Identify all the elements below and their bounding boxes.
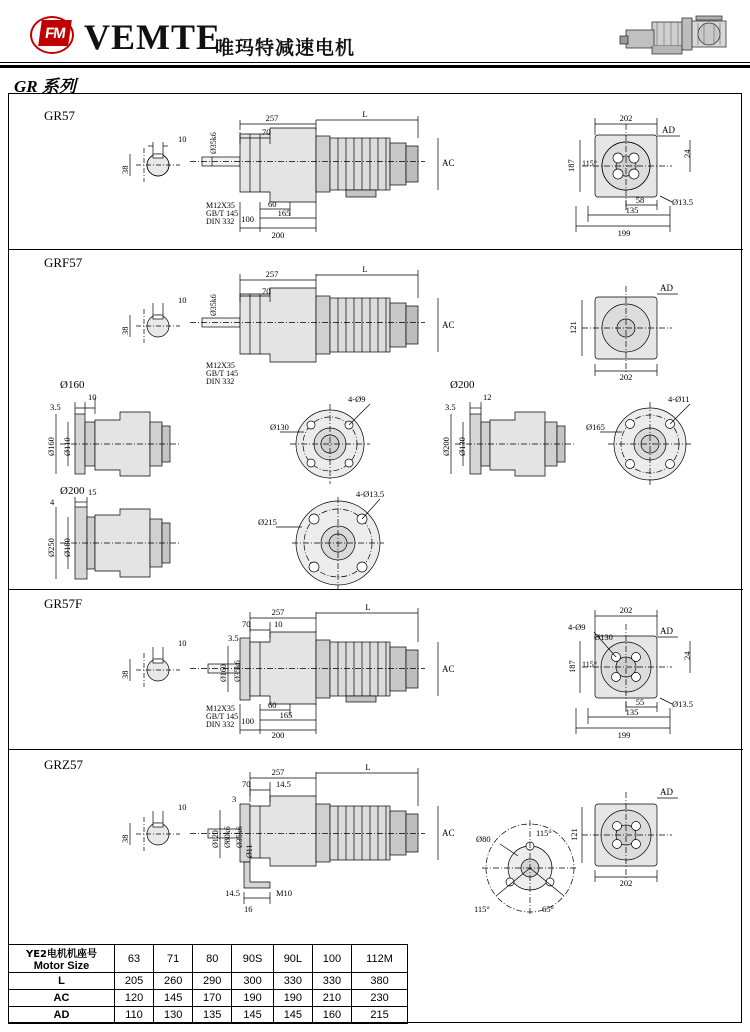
note-thread-3: DIN 332 <box>206 217 235 226</box>
dim-AC: AC <box>442 664 455 674</box>
brand-name-cn: 唯玛特减速电机 <box>215 37 356 59</box>
size-cell: 100 <box>312 945 351 973</box>
dim-257: 257 <box>265 113 279 123</box>
value-cell: 145 <box>154 990 193 1007</box>
value-cell: 290 <box>193 973 232 990</box>
note-thread-3: DIN 332 <box>206 377 235 386</box>
dim-shaft-dia: Ø35k6 <box>209 294 218 316</box>
dim-121: 121 <box>569 828 579 841</box>
dim-dia250: Ø250 <box>46 538 56 557</box>
size-cell: 112M <box>352 945 408 973</box>
section-label-grf57: GRF57 <box>44 255 83 270</box>
dim-pcd: Ø130 <box>594 632 613 642</box>
dim-38: 38 <box>120 670 130 679</box>
dim-dia160: Ø160 <box>46 437 56 456</box>
dim-187: 187 <box>567 660 577 673</box>
dim-shaft-dia: Ø35k6 <box>233 660 242 682</box>
dim-L: L <box>365 602 371 612</box>
value-cell: 260 <box>154 973 193 990</box>
value-cell: 330 <box>273 973 312 990</box>
dim-14_5: 14.5 <box>276 779 291 789</box>
dim-AC: AC <box>442 828 455 838</box>
dim-AD: AD <box>660 626 673 636</box>
note-thread-2: GB/T 145 <box>206 712 239 721</box>
value-cell: 205 <box>115 973 154 990</box>
dim-4: 4 <box>50 497 55 507</box>
section-divider-2 <box>9 589 743 590</box>
section-divider-3 <box>9 749 743 750</box>
dim-60: 60 <box>268 199 277 209</box>
dim-pcd: Ø130 <box>270 422 289 432</box>
dim-3_5: 3.5 <box>445 402 456 412</box>
drawing-flange-variants <box>20 392 740 572</box>
section-label-gr57f: GR57F <box>44 596 83 611</box>
flange-title-200a: Ø200 <box>450 379 475 391</box>
dim-16: 16 <box>244 904 253 914</box>
gr57-side-view <box>566 113 693 238</box>
size-cell: 90L <box>273 945 312 973</box>
dim-shaft-dia: Ø35k6 <box>209 132 218 154</box>
row-label: AD <box>9 1007 115 1024</box>
section-divider-1 <box>9 249 743 250</box>
header-label-cn: YE2电机机座号 <box>25 949 98 960</box>
dim-121: 121 <box>568 321 578 334</box>
dim-199: 199 <box>617 730 631 740</box>
dim-L: L <box>362 109 368 119</box>
row-label: AC <box>9 990 115 1007</box>
dim-AD: AD <box>660 787 673 797</box>
section-label-grz57: GRZ57 <box>44 757 83 772</box>
dim-dia80-bc: Ø80 <box>476 834 491 844</box>
dim-dia80: Ø80k6 <box>223 826 232 848</box>
dim-dia200: Ø200 <box>441 437 451 456</box>
dim-10b: 10 <box>274 619 283 629</box>
table-row <box>9 990 408 1007</box>
dim-200: 200 <box>271 230 285 240</box>
flange-160-face <box>270 394 370 484</box>
drawing-gr57 <box>120 110 740 245</box>
motor-size-table <box>8 944 408 1024</box>
dim-holes: 4-Ø13.5 <box>356 489 385 499</box>
header-label-en: Motor Size <box>33 960 90 972</box>
value-cell: 190 <box>232 990 274 1007</box>
value-cell: 135 <box>193 1007 232 1024</box>
dim-55: 55 <box>635 697 645 707</box>
dim-10: 10 <box>178 802 187 812</box>
svg-text:38: 38 <box>120 165 130 174</box>
size-cell: 71 <box>154 945 193 973</box>
grf57-side-view <box>568 283 678 382</box>
angle-65: 65° <box>542 904 554 914</box>
flange-200-face <box>586 394 692 486</box>
dim-3: 3 <box>232 794 237 804</box>
table-row <box>9 1007 408 1024</box>
dim-100: 100 <box>241 716 254 726</box>
dim-70: 70 <box>262 127 271 137</box>
value-cell: 130 <box>154 1007 193 1024</box>
value-cell: 230 <box>352 990 408 1007</box>
dim-24: 24 <box>682 149 692 158</box>
dim-holes: 4-Ø9 <box>568 622 586 632</box>
dim-38: 38 <box>120 326 130 335</box>
dim-dia120: Ø120 <box>211 830 220 848</box>
size-cell: 80 <box>193 945 232 973</box>
dim-dia160: Ø160 <box>219 664 228 682</box>
dim-hole: Ø13.5 <box>672 699 694 709</box>
dim-202: 202 <box>619 878 633 888</box>
series-title: GR 系列 <box>14 77 76 96</box>
dim-dia110: Ø110 <box>62 437 72 456</box>
flange-title-160: Ø160 <box>60 379 85 391</box>
value-cell: 145 <box>273 1007 312 1024</box>
dim-257: 257 <box>271 607 285 617</box>
note-thread-2: GB/T 145 <box>206 209 239 218</box>
dim-dia180: Ø180 <box>62 538 72 557</box>
flange-title-200b: Ø200 <box>60 485 85 497</box>
dim-257: 257 <box>271 767 285 777</box>
dim-202: 202 <box>619 605 633 615</box>
drawing-grz57 <box>120 758 740 928</box>
grf57-front-view <box>190 288 425 362</box>
dim-15: 15 <box>88 487 97 497</box>
dim-AC: AC <box>442 320 455 330</box>
value-cell: 160 <box>312 1007 351 1024</box>
brand-name: VEMTE <box>84 17 222 57</box>
dim-AD: AD <box>660 283 673 293</box>
header-rule-thin <box>0 62 750 63</box>
dim-holes: 4-Ø9 <box>348 394 366 404</box>
section-label-gr57: GR57 <box>44 108 76 123</box>
dim-10: 10 <box>178 638 187 648</box>
dim-202: 202 <box>619 113 633 123</box>
dim-pcd: Ø215 <box>258 517 277 527</box>
note-thread-1: M12X35 <box>206 361 235 370</box>
dim-115deg: 115° <box>582 660 597 669</box>
value-cell: 120 <box>115 990 154 1007</box>
dim-AC: AC <box>442 158 455 168</box>
value-cell: 170 <box>193 990 232 1007</box>
dim-holes: 4-Ø11 <box>668 394 690 404</box>
dim-135: 135 <box>625 707 639 717</box>
note-thread-3: DIN 332 <box>206 720 235 729</box>
dim-165: 165 <box>279 710 293 720</box>
flange-200-side <box>441 392 575 476</box>
angle-115a: 115° <box>536 828 552 838</box>
value-cell: 110 <box>115 1007 154 1024</box>
dim-165: 165 <box>277 208 291 218</box>
dim-dia130: Ø130 <box>457 437 467 456</box>
dim-202: 202 <box>619 372 633 382</box>
header-label-cell <box>9 945 115 973</box>
gr57-keyway-view <box>120 134 187 182</box>
flange-250-side <box>46 487 180 579</box>
dim-115deg: 115° <box>582 159 597 168</box>
company-logo-icon <box>30 12 76 54</box>
dim-3_5: 3.5 <box>228 633 239 643</box>
dim-257: 257 <box>265 269 279 279</box>
note-thread-1: M12X35 <box>206 201 235 210</box>
dim-135: 135 <box>625 205 639 215</box>
gr57-front-view <box>190 128 425 202</box>
note-thread-1: M12X35 <box>206 704 235 713</box>
dim-100: 100 <box>241 214 254 224</box>
dim-58: 58 <box>635 195 645 205</box>
header-rule-thick <box>0 65 750 68</box>
dim-dia35: Ø35k6 <box>235 826 244 848</box>
dim-12: 12 <box>483 392 492 402</box>
value-cell: 215 <box>352 1007 408 1024</box>
page-header <box>0 0 750 78</box>
dim-14_5b: 14.5 <box>225 888 240 898</box>
dim-10: 10 <box>88 392 97 402</box>
size-cell: 90S <box>232 945 274 973</box>
value-cell: 380 <box>352 973 408 990</box>
drawing-gr57f <box>120 598 740 738</box>
table-header-row <box>9 945 408 973</box>
value-cell: 210 <box>312 990 351 1007</box>
dim-hole: Ø13.5 <box>672 197 694 207</box>
grz57-keyway-view <box>120 802 187 851</box>
dim-pcd: Ø165 <box>586 422 605 432</box>
dim-187: 187 <box>566 159 576 172</box>
dim-011: Ø11 <box>245 844 254 858</box>
dim-10: 10 <box>178 295 187 305</box>
dim-199: 199 <box>617 228 631 238</box>
value-cell: 330 <box>312 973 351 990</box>
dim-L: L <box>362 264 368 274</box>
dim-AD: AD <box>662 125 675 135</box>
note-M10: M10 <box>276 888 293 898</box>
grf57-keyway-view <box>120 295 187 343</box>
gr57f-side-view <box>567 605 693 740</box>
value-cell: 300 <box>232 973 274 990</box>
svg-text:10: 10 <box>178 134 187 144</box>
dim-70: 70 <box>242 779 251 789</box>
value-cell: 145 <box>232 1007 274 1024</box>
row-label: L <box>9 973 115 990</box>
dim-38: 38 <box>120 834 130 843</box>
dim-3_5: 3.5 <box>50 402 61 412</box>
dim-24: 24 <box>682 651 692 660</box>
dim-200: 200 <box>271 730 285 740</box>
value-cell: 190 <box>273 990 312 1007</box>
grz57-bolt-circle <box>474 820 578 916</box>
size-cell: 63 <box>115 945 154 973</box>
logo-text: FM <box>38 20 72 46</box>
gr57f-keyway-view <box>120 638 187 687</box>
grz57-side-view <box>569 787 678 888</box>
angle-115b: 115° <box>474 904 490 914</box>
dim-60: 60 <box>268 700 277 710</box>
flange-160-side <box>46 392 180 476</box>
dim-70: 70 <box>242 619 251 629</box>
dim-L: L <box>365 762 371 772</box>
table-row <box>9 973 408 990</box>
dim-70: 70 <box>262 286 271 296</box>
note-thread-2: GB/T 145 <box>206 369 239 378</box>
gear-motor-illustration <box>612 14 722 58</box>
